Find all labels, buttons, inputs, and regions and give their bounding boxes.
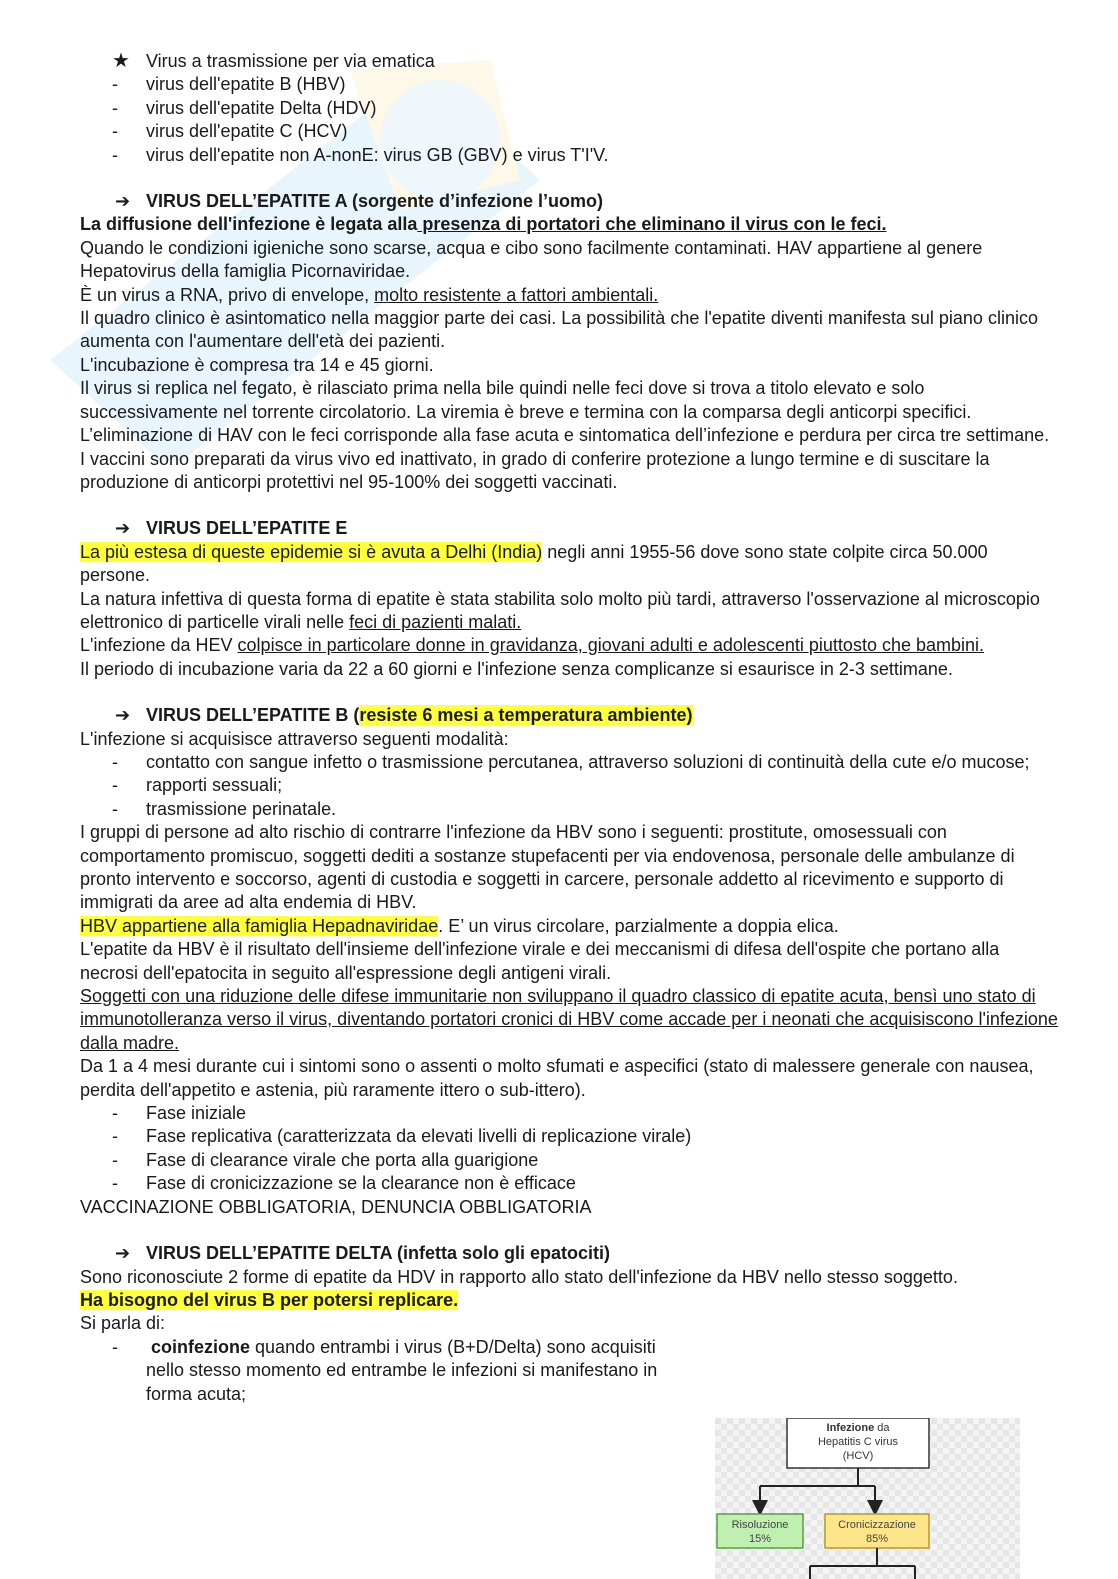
paragraph: I vaccini sono preparati da virus vivo ed inattivato, in grado di conferire protezione a lungo termine e di suscitare la produzione di anticorpi protettivi nel 95-100% dei soggetti vaccinati. — [80, 448, 990, 492]
paragraph: Quando le condizioni igieniche sono scarse, acqua e cibo sono facilmente contaminati. HAV appartiene al genere Hepatovirus della famiglia Picornaviridae. — [80, 237, 983, 282]
list-item: - virus dell'epatite non A-nonE: virus GB (GBV) e virus T'I'V. — [112, 144, 609, 165]
paragraph: L'infezione si acquisisce attraverso seguenti modalità: — [80, 728, 509, 749]
list-item: - Fase replicativa (caratterizzata da elevati livelli di replicazione virale) — [112, 1126, 692, 1147]
document-page — [80, 50, 1060, 1406]
list-item: - Fase iniziale — [112, 1103, 247, 1124]
paragraph: Ha bisogno del virus B per potersi replicare. — [80, 1289, 459, 1310]
diagram-node-infection-line3: (HCV) — [842, 1450, 874, 1462]
paragraph: I gruppi di persone ad alto rischio di contrarre l'infezione da HBV sono i seguenti: prostitute, omosessuali con comportamento promiscuo, soggetti dediti a sostanze stupefacenti per via endovenosa, personale delle ambulanze di pronto intervento e soccorso, agenti di custodia e soggetti in carcere, personale addetto al ricevimento e supporto di immigrati da aree ad alta endemia di HBV. — [80, 822, 1015, 913]
diagram-node-resolution-pct: 15% — [748, 1533, 772, 1545]
paragraph: Il quadro clinico è asintomatico nella maggior parte dei casi. La possibilità che l'epatite diventi manifesta sul piano clinico aumenta con l'aumentare dell'età dei pazienti. — [80, 308, 1038, 352]
section-heading-hav: ➔ VIRUS DELL’EPATITE A (sorgente d’infezione l’uomo) — [80, 190, 1060, 213]
section-heading-hdv: ➔ VIRUS DELL’EPATITE DELTA (infetta solo gli epatociti) — [80, 1242, 1060, 1265]
arrow-right-icon: ➔ — [115, 1243, 131, 1264]
list-item-star: ★ Virus a trasmissione per via ematica — [112, 50, 435, 72]
arrow-right-icon: ➔ — [115, 191, 131, 212]
paragraph: L'infezione da HEV colpisce in particolare donne in gravidanza, giovani adulti e adolescenti piuttosto che bambini. — [80, 635, 985, 656]
paragraph: La natura infettiva di questa forma di epatite è stata stabilita solo molto più tardi, attraverso l'osservazione al microscopio elettronico di particelle virali nelle feci di pazienti malati. — [80, 588, 1040, 632]
diagram-node-chronic-label: Cronicizzazione — [838, 1519, 916, 1531]
paragraph: Il virus si replica nel fegato, è rilasciato prima nella bile quindi nelle feci dove si trova a titolo elevato e solo successivamente nel torrente circolatorio. La viremia è breve e termina con la comparsa degli anticorpi specifici. L’eliminazione di HAV con le feci corrisponde alla fase acuta e sintomatica dell’infezione e perdura per circa tre settimane. — [80, 378, 1050, 446]
paragraph: È un virus a RNA, privo di envelope, molto resistente a fattori ambientali. — [80, 284, 659, 305]
hav-lead: La diffusione dell'infezione è legata alla presenza di portatori che eliminano il virus con le feci. — [80, 214, 887, 235]
list-item: - virus dell'epatite Delta (HDV) — [112, 97, 377, 118]
hcv-diagram — [715, 1418, 1020, 1579]
paragraph: Sono riconosciute 2 forme di epatite da HDV in rapporto allo stato dell'infezione da HBV nello stesso soggetto. — [80, 1266, 958, 1287]
list-item: - rapporti sessuali; — [112, 775, 283, 796]
paragraph: L'epatite da HBV è il risultato dell'insieme dell'infezione virale e dei meccanismi di difesa dell'ospite che portano alla necrosi dell'epatocita in seguito all'espressione degli antigeni virali. — [80, 939, 1000, 983]
paragraph: Da 1 a 4 mesi durante cui i sintomi sono o assenti o molto sfumati e aspecifici (stato di malessere generale con nausea, perdita dell'appetito e astenia, più raramente ittero o sub-ittero). — [80, 1056, 1034, 1100]
list-item: - contatto con sangue infetto o trasmissione percutanea, attraverso soluzioni di continuità della cute e/o mucose; — [112, 751, 1030, 772]
diagram-node-infection-line2: Hepatitis C virus — [817, 1436, 899, 1448]
paragraph: Soggetti con una riduzione delle difese immunitarie non sviluppano il quadro classico di epatite acuta, bensì uno stato di immunotolleranza verso il virus, diventando portatori cronici di HBV come accade per i neonati che acquisiscono l'infezione dalla madre. — [80, 986, 1058, 1053]
list-item: - trasmissione perinatale. — [112, 798, 337, 819]
section-heading-hev: ➔ VIRUS DELL’EPATITE E — [80, 517, 1060, 540]
paragraph: Il periodo di incubazione varia da 22 a 60 giorni e l'infezione senza complicanze si esaurisce in 2-3 settimane. — [80, 658, 953, 679]
paragraph: La più estesa di queste epidemie si è avuta a Delhi (India) negli anni 1955-56 dove sono state colpite circa 50.000 persone. — [80, 541, 988, 586]
diagram-node-infection-line1: Infezione da — [826, 1422, 890, 1434]
paragraph: Si parla di: — [80, 1313, 166, 1334]
diagram-node-chronic-pct: 85% — [865, 1533, 889, 1545]
section-heading-hbv: ➔ VIRUS DELL’EPATITE B (resiste 6 mesi a temperatura ambiente) — [80, 704, 1060, 727]
list-item: - virus dell'epatite C (HCV) — [112, 121, 348, 142]
arrow-right-icon: ➔ — [115, 518, 131, 539]
list-item: - Fase di clearance virale che porta alla guarigione — [112, 1149, 539, 1170]
list-item: - coinfezione quando entrambi i virus (B+D/Delta) sono acquisiti nello stesso momento ed entrambe le infezioni si manifestano in forma acuta; — [112, 1336, 658, 1404]
list-item: - Fase di cronicizzazione se la clearance non è efficace — [112, 1173, 576, 1194]
paragraph: HBV appartiene alla famiglia Hepadnaviridae. E’ un virus circolare, parzialmente a doppia elica. — [80, 915, 839, 936]
paragraph: VACCINAZIONE OBBLIGATORIA, DENUNCIA OBBLIGATORIA — [80, 1196, 592, 1217]
star-icon: ★ — [112, 50, 130, 72]
arrow-right-icon: ➔ — [115, 705, 131, 726]
diagram-node-resolution-label: Risoluzione — [731, 1519, 789, 1531]
list-item: - virus dell'epatite B (HBV) — [112, 74, 346, 95]
paragraph: L'incubazione è compresa tra 14 e 45 giorni. — [80, 354, 434, 375]
